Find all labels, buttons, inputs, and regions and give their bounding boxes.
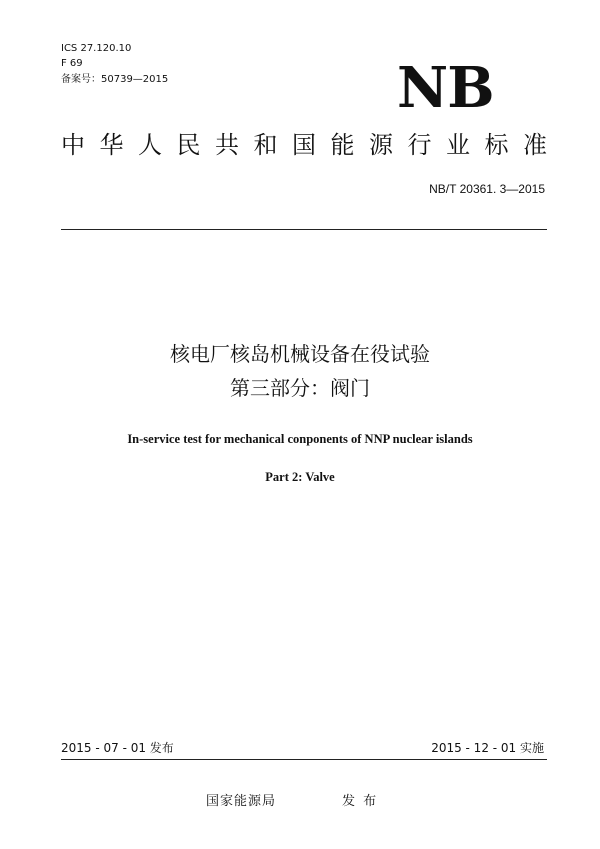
standard-type-char: 业 xyxy=(446,131,470,159)
standard-type-char: 华 xyxy=(99,131,124,159)
standard-type-char: 民 xyxy=(176,131,201,159)
issue-date: 2015 - 07 - 01 发布 xyxy=(61,741,174,755)
standard-type-char: 源 xyxy=(369,131,393,159)
standard-type-char: 和 xyxy=(253,131,278,159)
title-chinese-line-1: 核电厂核岛机械设备在役试验 xyxy=(170,342,430,366)
implementation-date: 2015 - 12 - 01 实施 xyxy=(431,741,544,755)
standard-type-char: 国 xyxy=(292,131,316,159)
standard-type-char: 能 xyxy=(330,131,355,159)
title-english-part: Part 2: Valve xyxy=(265,470,335,484)
nb-logo: NB xyxy=(397,55,494,121)
header-divider xyxy=(61,229,547,230)
standard-type-char: 人 xyxy=(138,131,162,159)
title-english: In-service test for mechanical conponents of NNP nuclear islands xyxy=(127,432,473,446)
issuer-name: 国家能源局 xyxy=(206,794,277,809)
ccs-code: F 69 xyxy=(61,58,83,69)
standard-type-char: 行 xyxy=(407,131,432,159)
issuer-action: 发 布 xyxy=(342,794,379,809)
standard-number: NB/T 20361. 3—2015 xyxy=(429,182,545,196)
standard-type-char: 标 xyxy=(484,131,509,159)
record-number: 备案号：50739—2015 xyxy=(61,74,169,85)
ics-code: ICS 27.120.10 xyxy=(61,43,132,54)
standard-type-char: 准 xyxy=(523,131,547,159)
standard-type-heading xyxy=(61,128,547,162)
title-chinese-line-2: 第三部分：阀门 xyxy=(230,376,370,400)
footer-divider xyxy=(61,759,547,760)
standard-type-char: 共 xyxy=(215,131,239,159)
standard-type-char: 中 xyxy=(61,131,85,159)
